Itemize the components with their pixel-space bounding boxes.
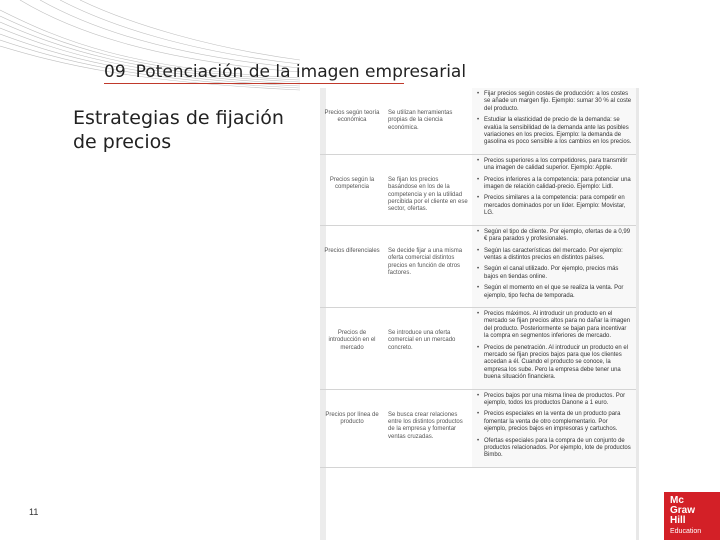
item-list [476,393,632,460]
table-right-edge [636,88,639,540]
item-list [476,311,632,382]
strategy-items [472,389,636,467]
list-item: • Precios de penetración. Al introducir un producto en el mercado se fijan precios bajos para que los clientes accedan a él. Cuando el producto se conoce, la empresa los sube. Pero la empresa debe tener una buena situación financiera. [484,345,632,382]
strategy-items [472,88,636,154]
strategy-items [472,154,636,225]
strategy-label: Precios según teoría económica [324,110,380,124]
table-row [320,88,636,154]
table-row [320,307,636,389]
strategy-description: Se decide fijar a una misma oferta comercial distintos precios en función de otros factores. [388,247,463,276]
logo-line: Hill [670,515,686,526]
logo-line: Education [670,528,702,535]
list-item: • Precios inferiores a la competencia: para potenciar una imagen de relación calidad-precio. Ejemplo: Lidl. [484,177,632,192]
list-item: • Según el momento en el que se realiza la venta. Por ejemplo, tipo fecha de temporada. [484,285,632,300]
table-row [320,389,636,467]
list-item: • Precios máximos. Al introducir un producto en el mercado se fijan precios altos para no dañar la imagen del producto. Posteriormente se bajan para incentivar la compra en segmentos inferiores de mercado. [484,311,632,341]
list-item: • Precios especiales en la venta de un producto para fomentar la venta de otro complementario. Por ejemplo, precios bajos en impresoras y cartuchos. [484,411,632,433]
strategy-label: Precios de introducción en el mercado [328,329,376,351]
list-item: • Precios superiores a los competidores, para transmitir una imagen de calidad superior. Ejemplo: Apple. [484,158,632,173]
section-title: Estrategias de fijación de precios [73,107,284,153]
list-item: • Estudiar la elasticidad de precio de la demanda: se evalúa la sensibilidad de la demanda ante las posibles variaciones en los precios. Ejemplo: la demanda de gasolina es poco sensible a los cambios en los precios. [484,117,632,147]
list-item: • Precios similares a la competencia: para competir en mercados dominados por un líder. Ejemplo: Movistar, LG. [484,195,632,217]
table-row [320,225,636,307]
decorative-swoosh [0,0,300,110]
list-item: • Según el tipo de cliente. Por ejemplo, ofertas de a 0,99 € para parados y profesionales. [484,229,632,244]
logo-line: Graw [670,505,696,516]
pricing-strategies-table [320,88,636,540]
strategy-items [472,307,636,389]
table-row [320,154,636,225]
strategy-label: Precios según la competencia [329,176,375,191]
list-item: • Ofertas especiales para la compra de un conjunto de productos relacionados. Por ejemplo, lote de productos Bimbo. [484,438,632,460]
chapter-title: Potenciación de la imagen empresarial [135,62,467,82]
strategy-description: Se utilizan herramientas propias de la ciencia económica. [388,110,453,131]
strategy-description: Se busca crear relaciones entre los distintos productos de la empresa y fomentar ventas cruzadas. [388,411,463,440]
strategy-items [472,225,636,307]
item-list [476,158,632,218]
strategy-description: Se fijan los precios basándose en los de la competencia y en la utilidad percibida por el cliente en ese sector, ofertas. [388,176,468,213]
chapter-underline [104,83,404,84]
strategy-label: Precios diferenciales [324,247,380,254]
item-list [476,229,632,300]
list-item: • Según el canal utilizado. Por ejemplo, precios más bajos en tiendas online. [484,266,632,281]
publisher-logo [664,492,720,540]
chapter-number: 09 [104,62,126,82]
list-item: • Precios bajos por una misma línea de productos. Por ejemplo, todos los productos Danone a 1 euro. [484,393,632,408]
strategy-label: Precios por línea de producto [325,411,379,425]
list-item: • Según las características del mercado. Por ejemplo: ventas a distintos precios en distintos países. [484,248,632,263]
chapter-heading [104,62,466,82]
page-number: 11 [29,507,39,517]
logo-line: Mc [670,495,684,506]
item-list [476,91,632,147]
strategy-description: Se introduce una oferta comercial en un mercado concreto. [388,329,456,351]
list-item: • Fijar precios según costes de producción: a los costes se añade un margen fijo. Ejemplo: sumar 30 % al coste del producto. [484,91,632,113]
